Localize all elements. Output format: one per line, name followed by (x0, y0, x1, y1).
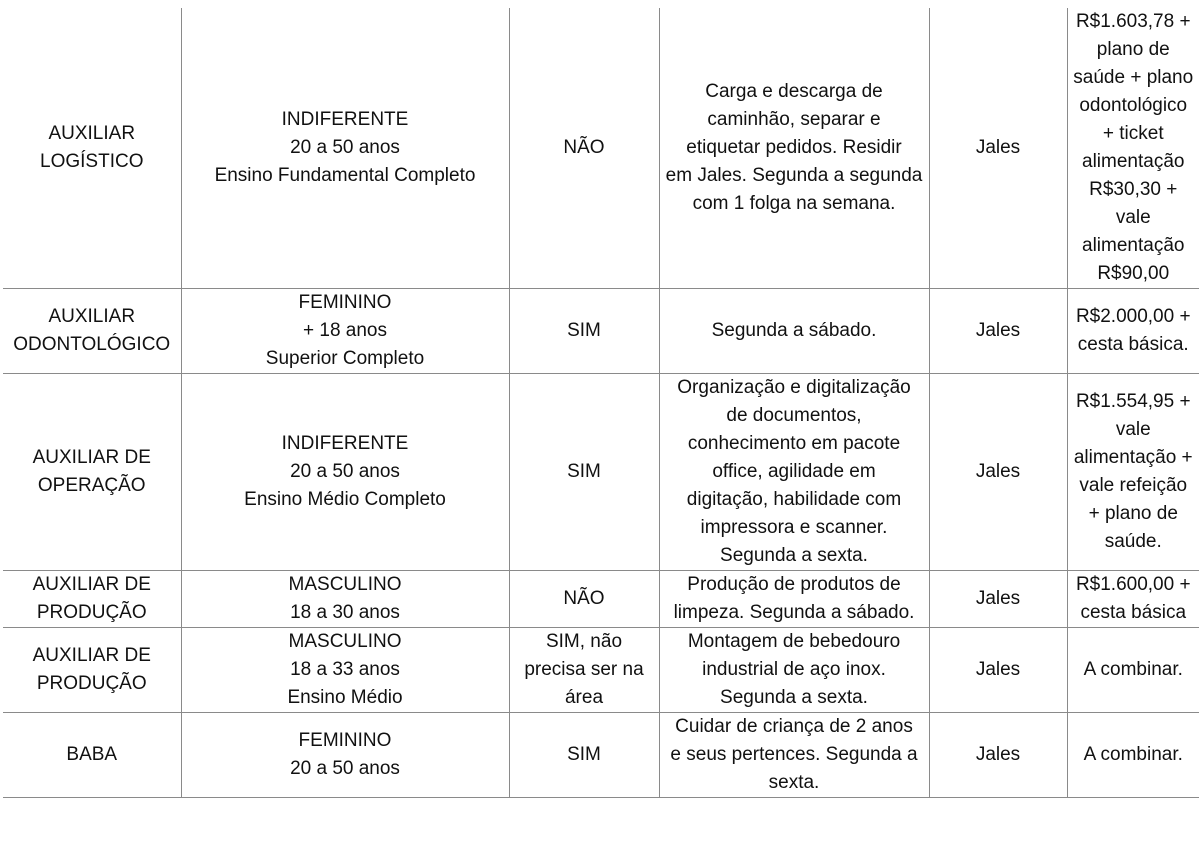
job-listings-table (3, 8, 1199, 798)
table-row (3, 628, 1199, 713)
city-cell: Jales (929, 374, 1067, 571)
city-cell: Jales (929, 713, 1067, 798)
salary-benefits-cell: R$2.000,00 + cesta básica. (1067, 289, 1199, 374)
license-requirement-cell: SIM, não precisa ser na área (509, 628, 659, 713)
candidate-profile-cell: INDIFERENTE 20 a 50 anos Ensino Fundamental Completo (181, 8, 509, 289)
salary-benefits-cell: R$1.603,78 + plano de saúde + plano odontológico + ticket alimentação R$30,30 + vale alimentação R$90,00 (1067, 8, 1199, 289)
job-title-cell: AUXILIAR ODONTOLÓGICO (3, 289, 181, 374)
table-row (3, 713, 1199, 798)
salary-benefits-cell: A combinar. (1067, 628, 1199, 713)
table-row (3, 8, 1199, 289)
table-row (3, 571, 1199, 628)
table-row (3, 374, 1199, 571)
license-requirement-cell: SIM (509, 374, 659, 571)
city-cell: Jales (929, 571, 1067, 628)
salary-benefits-cell: R$1.600,00 + cesta básica (1067, 571, 1199, 628)
license-requirement-cell: SIM (509, 713, 659, 798)
salary-benefits-cell: A combinar. (1067, 713, 1199, 798)
job-description-cell: Produção de produtos de limpeza. Segunda a sábado. (659, 571, 929, 628)
candidate-profile-cell: FEMININO 20 a 50 anos (181, 713, 509, 798)
table-row (3, 289, 1199, 374)
job-title-cell: AUXILIAR LOGÍSTICO (3, 8, 181, 289)
candidate-profile-cell: MASCULINO 18 a 30 anos (181, 571, 509, 628)
job-description-cell: Cuidar de criança de 2 anos e seus pertences. Segunda a sexta. (659, 713, 929, 798)
job-description-cell: Organização e digitalização de documentos, conhecimento em pacote office, agilidade em digitação, habilidade com impressora e scanner. Segunda a sexta. (659, 374, 929, 571)
candidate-profile-cell: MASCULINO 18 a 33 anos Ensino Médio (181, 628, 509, 713)
license-requirement-cell: NÃO (509, 8, 659, 289)
job-title-cell: AUXILIAR DE PRODUÇÃO (3, 628, 181, 713)
job-title-cell: BABA (3, 713, 181, 798)
candidate-profile-cell: FEMININO + 18 anos Superior Completo (181, 289, 509, 374)
city-cell: Jales (929, 628, 1067, 713)
salary-benefits-cell: R$1.554,95 + vale alimentação + vale refeição + plano de saúde. (1067, 374, 1199, 571)
candidate-profile-cell: INDIFERENTE 20 a 50 anos Ensino Médio Completo (181, 374, 509, 571)
license-requirement-cell: NÃO (509, 571, 659, 628)
city-cell: Jales (929, 8, 1067, 289)
license-requirement-cell: SIM (509, 289, 659, 374)
city-cell: Jales (929, 289, 1067, 374)
job-description-cell: Segunda a sábado. (659, 289, 929, 374)
job-description-cell: Montagem de bebedouro industrial de aço inox. Segunda a sexta. (659, 628, 929, 713)
job-title-cell: AUXILIAR DE PRODUÇÃO (3, 571, 181, 628)
job-description-cell: Carga e descarga de caminhão, separar e etiquetar pedidos. Residir em Jales. Segunda a segunda com 1 folga na semana. (659, 8, 929, 289)
job-title-cell: AUXILIAR DE OPERAÇÃO (3, 374, 181, 571)
